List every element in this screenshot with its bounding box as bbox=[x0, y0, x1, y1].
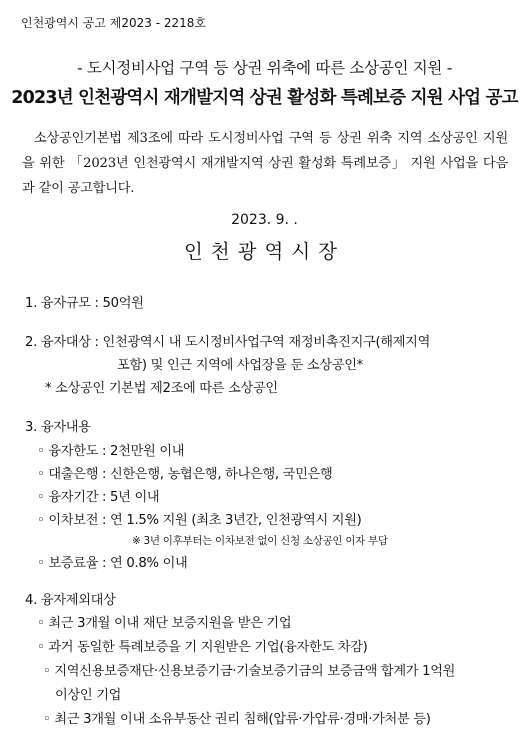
section-4-item: ◦ 과거 동일한 특례보증을 기 지원받은 기업(융자한도 차감) bbox=[37, 640, 368, 655]
section-3-item: ◦ 융자기간 : 5년 이내 bbox=[37, 490, 160, 505]
section-2-note: * 소상공인 기본법 제2조에 따른 소상공인 bbox=[45, 381, 278, 396]
section-4-item: ◦ 최근 3개월 이내 소유부동산 권리 침해(압류·가압류·경매·가처분 등) bbox=[43, 712, 431, 727]
intro-paragraph: 소상공인기본법 제3조에 따라 도시정비사업 구역 등 상권 위축 지역 소상공인 지원을 위한 「2023년 인천광역시 재개발지역 상권 활성화 특례보증」 지원 사업을 다음과 같이 공고합니다. bbox=[22, 131, 508, 196]
section-3-title: 3. 융자내용 bbox=[25, 420, 91, 435]
section-2-line-2: 포함) 및 인근 지역에 사업장을 둔 소상공인* bbox=[117, 358, 363, 373]
notice-number: 인천광역시 공고 제2023 - 2218호 bbox=[21, 16, 206, 30]
subtitle: - 도시정비사업 구역 등 상권 위축에 따른 소상공인 지원 - bbox=[76, 59, 453, 77]
section-4-item: ◦ 지역신용보증재단·신용보증기금·기술보증기금의 보증금액 합계가 1억원 bbox=[43, 664, 456, 679]
section-2-line-1: 2. 융자대상 : 인천광역시 내 도시정비사업구역 재정비촉진지구(해제지역 bbox=[25, 335, 431, 350]
section-3-guarantee-fee: ◦ 보증료율 : 연 0.8% 이내 bbox=[37, 556, 188, 571]
section-4-item: ◦ 최근 3개월 이내 재단 보증지원을 받은 기업 bbox=[37, 616, 292, 631]
section-3-item: ◦ 이차보전 : 연 1.5% 지원 (최초 3년간, 인천광역시 지원) bbox=[37, 513, 362, 528]
announcement-date: 2023. 9. . bbox=[231, 212, 298, 228]
section-3-item: ◦ 융자한도 : 2천만원 이내 bbox=[37, 444, 185, 459]
issuer-name: 인천광역시장 bbox=[183, 240, 346, 263]
section-4-item-continued: 이상인 기업 bbox=[55, 688, 122, 703]
section-4-title: 4. 융자제외대상 bbox=[25, 593, 116, 608]
section-3-note: ※ 3년 이후부터는 이차보전 없이 신청 소상공인 이자 부담 bbox=[132, 535, 388, 547]
section-1-loan-scale: 1. 융자규모 : 50억원 bbox=[25, 296, 144, 311]
section-3-item: ◦ 대출은행 : 신한은행, 농협은행, 하나은행, 국민은행 bbox=[37, 467, 333, 482]
main-title: 2023년 인천광역시 재개발지역 상권 활성화 특례보증 지원 사업 공고 bbox=[11, 88, 518, 108]
